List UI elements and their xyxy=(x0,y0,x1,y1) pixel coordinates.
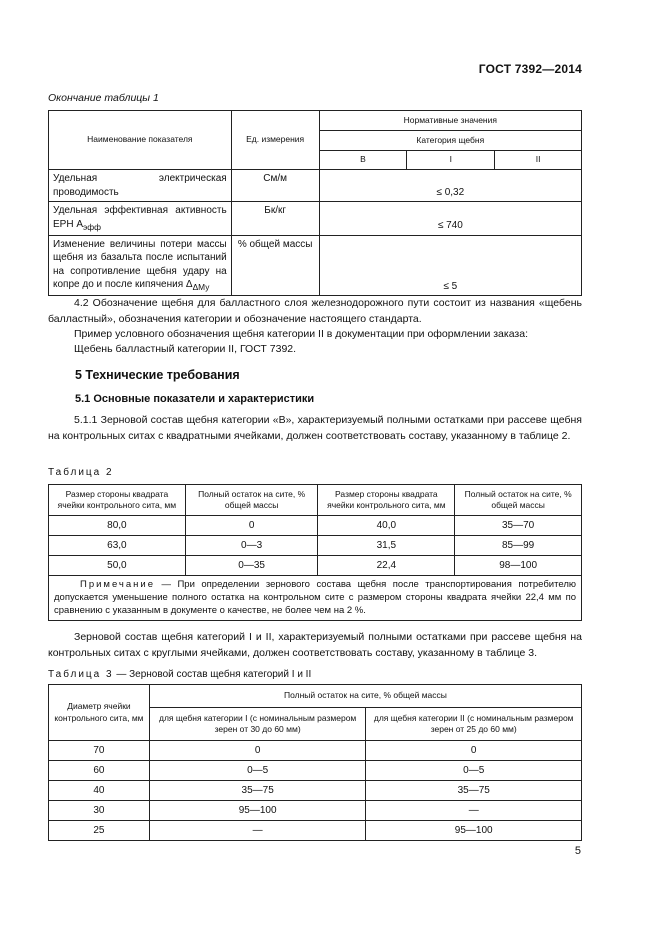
table1-col-norm-header: Нормативные значения xyxy=(319,111,581,131)
table-row xyxy=(49,516,582,536)
table-cell: 35—70 xyxy=(455,516,582,536)
table1-row-unit: См/м xyxy=(231,170,319,202)
paragraph-example-title: Пример условного обозначения щебня категории II в документации при оформлении заказа: xyxy=(74,328,529,340)
table-cell: 25 xyxy=(49,821,150,841)
table-cell: 0 xyxy=(149,741,366,761)
section-5-heading: 5 Технические требования xyxy=(75,368,240,382)
table2-size-header: Размер стороны квадрата ячейки контрольного сита, мм xyxy=(318,485,455,516)
table-cell: 30 xyxy=(49,801,150,821)
paragraph-round-sieves: Зерновой состав щебня категорий I и II, характеризуемый полными остатками при рассеве щебня на контрольных ситах с круглыми ячейками, должен соответствовать составу, указанному в таблице 3. xyxy=(48,631,582,659)
table-cell: — xyxy=(149,821,366,841)
table-cell: 40 xyxy=(49,781,150,801)
table1-col-category-header: Категория щебня xyxy=(319,131,581,151)
table-row xyxy=(49,536,582,556)
table2 xyxy=(48,484,582,621)
table-row xyxy=(49,741,582,761)
table3-diameter-header: Диаметр ячейки контрольного сита, мм xyxy=(49,685,150,741)
table2-caption: Таблица 2 xyxy=(48,467,114,478)
table-cell: 22,4 xyxy=(318,556,455,576)
table1-row-value: ≤ 740 xyxy=(319,202,581,236)
table-row xyxy=(49,556,582,576)
subscript: ΔМу xyxy=(192,282,210,293)
table1-row-unit: Бк/кг xyxy=(231,202,319,236)
table3-cat1-header: для щебня категории I (с номинальным размером зерен от 30 до 60 мм) xyxy=(149,708,366,741)
table-cell: 31,5 xyxy=(318,536,455,556)
table3-caption-text: — Зерновой состав щебня категорий I и II xyxy=(113,669,312,680)
note-text: — При определении зернового состава щебня после транспортирования потребителю допускается уменьшение полного остатка на контрольном сите с размером стороны квадрата ячейки 22,4 мм по сравнению с указанным в документе о качестве, не более чем на 2 %. xyxy=(54,579,576,616)
table-cell: 0—35 xyxy=(185,556,318,576)
table-cell: 35—75 xyxy=(366,781,582,801)
table-cell: 80,0 xyxy=(49,516,186,536)
table1-caption: Окончание таблицы 1 xyxy=(48,92,159,104)
table-cell: 95—100 xyxy=(149,801,366,821)
table1-row-name: Изменение величины потери массы щебня из базальта после испытаний на сопротивление щебня удару на копре до и после кипячения $\Delta_{\Delta Му}$ xyxy=(49,235,232,296)
table-row xyxy=(49,821,582,841)
table1-cat-2: II xyxy=(495,151,582,170)
table-cell: 40,0 xyxy=(318,516,455,536)
table1-col-unit-header: Ед. измерения xyxy=(231,111,319,170)
table-cell: 0—3 xyxy=(185,536,318,556)
table-cell: 0 xyxy=(366,741,582,761)
table-cell: 60 xyxy=(49,761,150,781)
table1-row-value: ≤ 5 xyxy=(319,235,581,296)
table2-rest-header: Полный остаток на сите, % общей массы xyxy=(455,485,582,516)
table-cell: — xyxy=(366,801,582,821)
table-cell: 50,0 xyxy=(49,556,186,576)
table1-col-name-header: Наименование показателя xyxy=(49,111,232,170)
table-row xyxy=(49,761,582,781)
page-number: 5 xyxy=(574,845,581,857)
table1-row-value: ≤ 0,32 xyxy=(319,170,581,202)
table-cell: 0—5 xyxy=(149,761,366,781)
table3-cat2-header: для щебня категории II (с номинальным размером зерен от 25 до 60 мм) xyxy=(366,708,582,741)
table2-note xyxy=(49,576,582,621)
table1-cat-b: В xyxy=(319,151,407,170)
table1-cat-1: I xyxy=(407,151,495,170)
table-cell: 0 xyxy=(185,516,318,536)
table-cell: 35—75 xyxy=(149,781,366,801)
table2-size-header: Размер стороны квадрата ячейки контрольного сита, мм xyxy=(49,485,186,516)
table-cell: 95—100 xyxy=(366,821,582,841)
table3 xyxy=(48,684,582,841)
table3-caption xyxy=(48,669,311,680)
table-cell: 63,0 xyxy=(49,536,186,556)
paragraph-4-2: 4.2 Обозначение щебня для балластного слоя железнодорожного пути состоит из названия «щебень балластный», обозначения категории и обозначение настоящего стандарта. xyxy=(48,297,582,325)
table-row xyxy=(49,801,582,821)
section-5-1-heading: 5.1 Основные показатели и характеристики xyxy=(75,393,315,405)
table-cell: 98—100 xyxy=(455,556,582,576)
note-label: Примечание xyxy=(80,579,155,590)
table-cell: 70 xyxy=(49,741,150,761)
table1-row-name: Удельная электрическая проводимость xyxy=(49,170,232,202)
document-header: ГОСТ 7392—2014 xyxy=(478,62,582,76)
table-cell: 85—99 xyxy=(455,536,582,556)
table-row xyxy=(49,781,582,801)
table1-row-unit: % общей массы xyxy=(231,235,319,296)
paragraph-5-1-1: 5.1.1 Зерновой состав щебня категории «В», характеризуемый полными остатками при рассеве щебня на контрольных ситах с квадратными ячейками, должен соответствовать составу, указанному в таблице 2. xyxy=(48,414,582,442)
paragraph-example-value: Щебень балластный категории II, ГОСТ 7392. xyxy=(74,343,297,355)
table3-caption-label: Таблица 3 xyxy=(48,669,114,680)
table1 xyxy=(48,110,582,296)
subscript: эфф xyxy=(83,221,101,232)
table2-rest-header: Полный остаток на сите, % общей массы xyxy=(185,485,318,516)
table-cell: 0—5 xyxy=(366,761,582,781)
table1-row-name: Удельная эффективная активность ЕРН $A_{эфф}$ xyxy=(49,202,232,236)
table3-rest-header: Полный остаток на сите, % общей массы xyxy=(149,685,581,708)
